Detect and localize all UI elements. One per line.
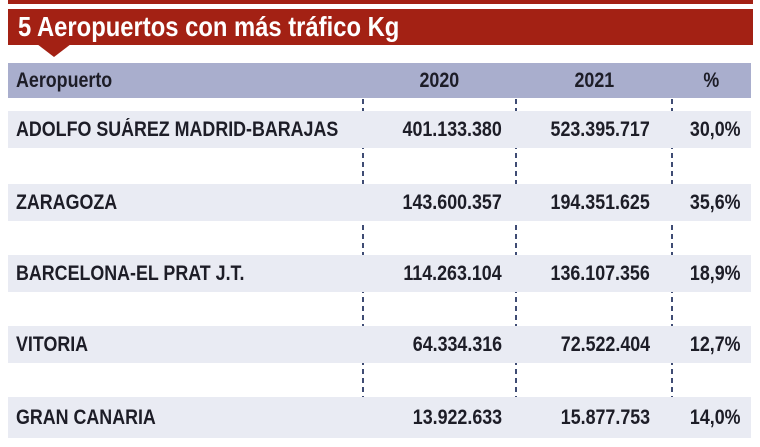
airport-name: VITORIA bbox=[16, 332, 89, 356]
value-2021: 15.877.753 bbox=[560, 405, 650, 429]
value-2020: 114.263.104 bbox=[403, 261, 502, 285]
value-2021: 194.351.625 bbox=[550, 190, 650, 214]
table-row bbox=[8, 184, 751, 221]
value-2020: 64.334.316 bbox=[412, 332, 502, 356]
column-header-2020: 2020 bbox=[419, 68, 460, 92]
traffic-table bbox=[8, 63, 751, 438]
column-header-percent: % bbox=[703, 68, 720, 92]
value-2020: 401.133.380 bbox=[402, 117, 502, 141]
airport-name: BARCELONA-EL PRAT J.T. bbox=[16, 261, 245, 285]
value-2021: 523.395.717 bbox=[550, 117, 650, 141]
page-title: 5 Aeropuertos con más tráfico Kg bbox=[18, 11, 400, 42]
table-row bbox=[8, 111, 751, 148]
title-pointer-triangle bbox=[37, 44, 71, 57]
top-accent-strip bbox=[8, 0, 753, 4]
column-header-2021: 2021 bbox=[574, 68, 614, 92]
column-header-aeropuerto: Aeropuerto bbox=[16, 68, 113, 92]
table-header-row bbox=[8, 63, 751, 98]
value-2021: 72.522.404 bbox=[560, 332, 650, 356]
value-percent: 12,7% bbox=[690, 332, 741, 356]
airport-name: GRAN CANARIA bbox=[16, 405, 156, 429]
value-percent: 14,0% bbox=[690, 405, 741, 429]
title-bar bbox=[8, 9, 753, 45]
value-percent: 35,6% bbox=[690, 190, 741, 214]
value-2020: 13.922.633 bbox=[412, 405, 502, 429]
value-percent: 30,0% bbox=[690, 117, 741, 141]
value-2020: 143.600.357 bbox=[402, 190, 502, 214]
value-2021: 136.107.356 bbox=[550, 261, 650, 285]
airport-name: ADOLFO SUÁREZ MADRID-BARAJAS bbox=[16, 117, 339, 141]
value-percent: 18,9% bbox=[690, 261, 741, 285]
table-row bbox=[8, 397, 751, 438]
table-row bbox=[8, 326, 751, 363]
table-row bbox=[8, 255, 751, 292]
airport-name: ZARAGOZA bbox=[16, 190, 118, 214]
